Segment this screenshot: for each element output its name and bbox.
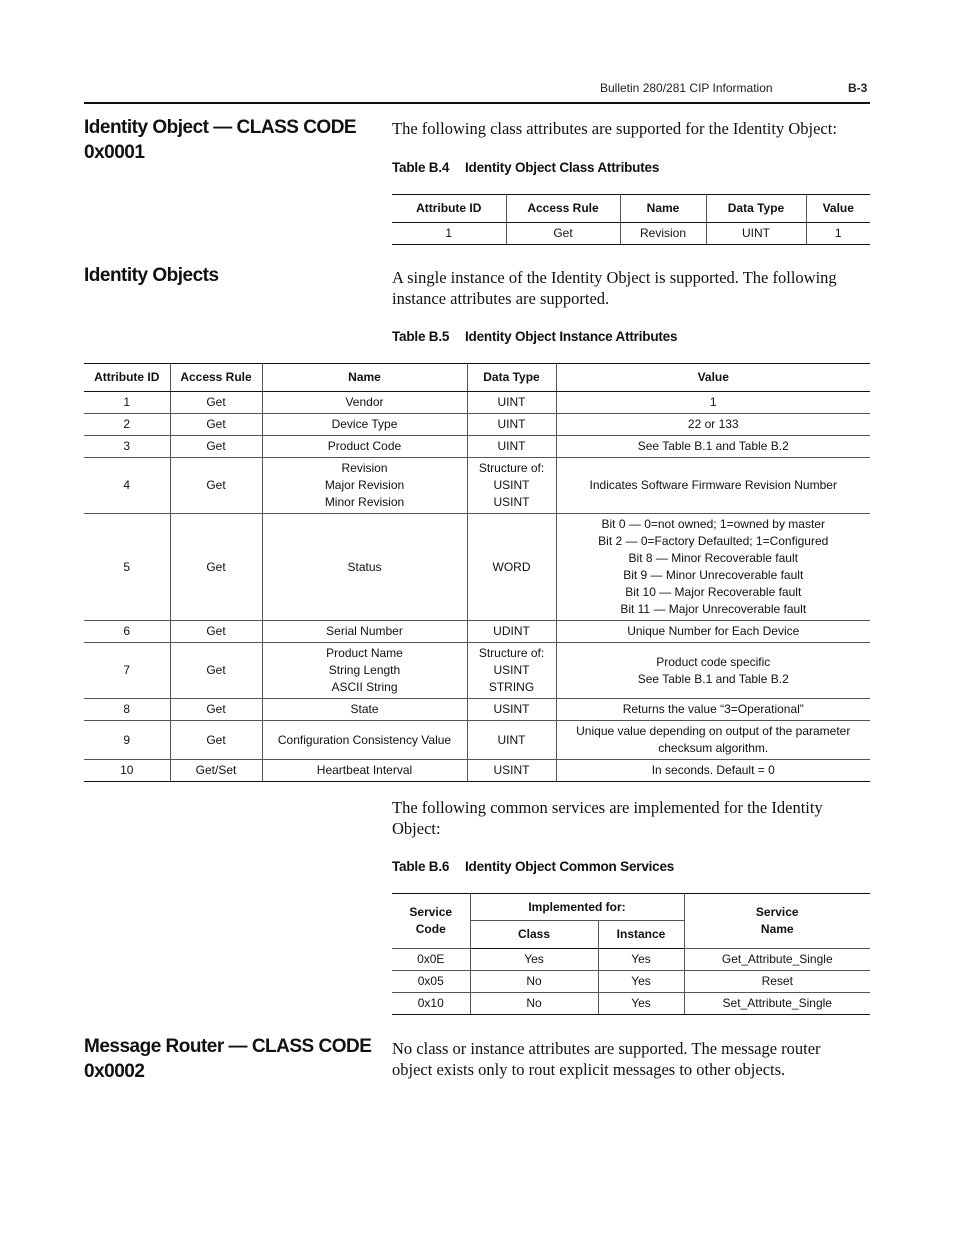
table-row xyxy=(392,993,870,1015)
table-cell: Yes xyxy=(598,993,684,1015)
text-line: No class or instance attributes are supported. The message router xyxy=(392,1039,821,1058)
table-header-cell: Access Rule xyxy=(170,364,262,392)
table-header-cell: Name xyxy=(262,364,467,392)
table-number: Table B.6 xyxy=(392,859,450,874)
table-cell: Configuration Consistency Value xyxy=(262,721,467,760)
table-cell: Get xyxy=(170,699,262,721)
table-cell: USINT xyxy=(467,760,556,782)
table-cell: 3 xyxy=(84,436,170,458)
table-cell: Bit 0 — 0=not owned; 1=owned by master Bit 2 — 0=Factory Defaulted; 1=Configured Bit 8 — Minor Recoverable fault Bit 9 — Minor Unrecoverable fault Bit 10 — Major Recoverable fault Bit 11 — Major Unrecoverable fault xyxy=(556,514,870,621)
table-cell: 5 xyxy=(84,514,170,621)
heading-line: Identity Object — CLASS CODE xyxy=(84,117,357,138)
table-header-cell: Name xyxy=(620,195,706,223)
table-cell: Get xyxy=(170,643,262,699)
table-cell: In seconds. Default = 0 xyxy=(556,760,870,782)
table-cell: Indicates Software Firmware Revision Number xyxy=(556,458,870,514)
table-cell: UINT xyxy=(467,436,556,458)
implemented-for-header: Implemented for: xyxy=(470,894,684,921)
table-cell: 1 xyxy=(392,223,506,245)
text-line: Object: xyxy=(392,819,441,838)
table-cell: Returns the value “3=Operational” xyxy=(556,699,870,721)
table-cell: 9 xyxy=(84,721,170,760)
table-cell: Product Name String Length ASCII String xyxy=(262,643,467,699)
page-number: B-3 xyxy=(848,81,868,95)
table-cell: 1 xyxy=(556,392,870,414)
table-cell: State xyxy=(262,699,467,721)
service-code-header: Service Code xyxy=(392,894,470,949)
table-header-cell: Attribute ID xyxy=(392,195,506,223)
table-cell: Get xyxy=(506,223,620,245)
table-cell: Get xyxy=(170,621,262,643)
table-row xyxy=(392,971,870,993)
table-cell: No xyxy=(470,993,598,1015)
class-header: Class xyxy=(470,921,598,949)
table-cell: Structure of: USINT STRING xyxy=(467,643,556,699)
table-row xyxy=(84,643,870,699)
table-cell: UDINT xyxy=(467,621,556,643)
table-cell: 7 xyxy=(84,643,170,699)
table-row xyxy=(84,458,870,514)
table-cell: Get xyxy=(170,392,262,414)
table-row xyxy=(84,621,870,643)
message-router-heading xyxy=(84,1034,374,1084)
table-cell: 10 xyxy=(84,760,170,782)
table-cell: Serial Number xyxy=(262,621,467,643)
table-header-cell: Access Rule xyxy=(506,195,620,223)
table-row xyxy=(84,436,870,458)
text-line: The following common services are implemented for the Identity xyxy=(392,798,823,817)
table-cell: UINT xyxy=(706,223,806,245)
services-intro xyxy=(392,797,823,839)
table-cell: No xyxy=(470,971,598,993)
table-cell: 0x0E xyxy=(392,949,470,971)
table-cell: 4 xyxy=(84,458,170,514)
table-header-cell: Data Type xyxy=(467,364,556,392)
table-cell: Product Code xyxy=(262,436,467,458)
table-cell: Product code specific See Table B.1 and Table B.2 xyxy=(556,643,870,699)
table-cell: Get xyxy=(170,414,262,436)
table-row xyxy=(84,721,870,760)
table-row xyxy=(84,392,870,414)
table-cell: Structure of: USINT USINT xyxy=(467,458,556,514)
table-header-cell: Attribute ID xyxy=(84,364,170,392)
table-b5 xyxy=(84,363,870,782)
text-line: object exists only to rout explicit messages to other objects. xyxy=(392,1060,786,1079)
table-cell: Get xyxy=(170,458,262,514)
table-header-cell: Value xyxy=(556,364,870,392)
table-cell: Get_Attribute_Single xyxy=(684,949,870,971)
table-row xyxy=(84,414,870,436)
table-cell: WORD xyxy=(467,514,556,621)
table-cell: 0x05 xyxy=(392,971,470,993)
table-cell: UINT xyxy=(467,721,556,760)
text-line: A single instance of the Identity Object is supported. The following xyxy=(392,268,837,287)
table-header-cell: Value xyxy=(806,195,870,223)
table-cell: USINT xyxy=(467,699,556,721)
table-cell: Reset xyxy=(684,971,870,993)
heading-line: Message Router — CLASS CODE xyxy=(84,1036,372,1057)
table-b4-caption xyxy=(392,160,659,175)
table-cell: Yes xyxy=(598,971,684,993)
table-row xyxy=(84,699,870,721)
service-name-header: Service Name xyxy=(684,894,870,949)
table-cell: Unique Number for Each Device xyxy=(556,621,870,643)
table-cell: Heartbeat Interval xyxy=(262,760,467,782)
table-b6-caption xyxy=(392,859,674,874)
heading-line: 0x0002 xyxy=(84,1061,145,1082)
table-cell: Get xyxy=(170,514,262,621)
table-cell: UINT xyxy=(467,414,556,436)
table-cell: 6 xyxy=(84,621,170,643)
table-number: Table B.5 xyxy=(392,329,450,344)
table-cell: 0x10 xyxy=(392,993,470,1015)
heading-line: 0x0001 xyxy=(84,142,145,163)
table-cell: Unique value depending on output of the parameter checksum algorithm. xyxy=(556,721,870,760)
table-number: Table B.4 xyxy=(392,160,450,175)
table-cell: Get xyxy=(170,436,262,458)
table-cell: Get/Set xyxy=(170,760,262,782)
identity-objects-heading: Identity Objects xyxy=(84,265,219,286)
text-line: instance attributes are supported. xyxy=(392,289,610,308)
table-cell: Vendor xyxy=(262,392,467,414)
identity-object-heading xyxy=(84,115,374,165)
table-cell: 1 xyxy=(806,223,870,245)
table-cell: 2 xyxy=(84,414,170,436)
table-header-cell: Data Type xyxy=(706,195,806,223)
table-row xyxy=(84,760,870,782)
table-cell: Device Type xyxy=(262,414,467,436)
table-cell: Revision xyxy=(620,223,706,245)
message-router-text xyxy=(392,1038,821,1080)
table-cell: Revision Major Revision Minor Revision xyxy=(262,458,467,514)
table-cell: Yes xyxy=(598,949,684,971)
table-cell: 1 xyxy=(84,392,170,414)
table-cell: Set_Attribute_Single xyxy=(684,993,870,1015)
table-title: Identity Object Common Services xyxy=(465,859,675,874)
table-row xyxy=(84,514,870,621)
table-title: Identity Object Class Attributes xyxy=(465,160,660,175)
table-cell: 8 xyxy=(84,699,170,721)
header-rule xyxy=(84,102,870,104)
table-cell: Get xyxy=(170,721,262,760)
table-row xyxy=(392,949,870,971)
table-cell: 22 or 133 xyxy=(556,414,870,436)
table-b5-caption xyxy=(392,329,677,344)
table-b6 xyxy=(392,893,870,1015)
table-cell: Status xyxy=(262,514,467,621)
identity-objects-intro xyxy=(392,267,837,309)
table-cell: Yes xyxy=(470,949,598,971)
instance-header: Instance xyxy=(598,921,684,949)
table-b4 xyxy=(392,194,870,245)
table-row xyxy=(392,223,870,245)
table-cell: UINT xyxy=(467,392,556,414)
identity-object-intro: The following class attributes are supported for the Identity Object: xyxy=(392,119,837,138)
table-title: Identity Object Instance Attributes xyxy=(465,329,678,344)
table-cell: See Table B.1 and Table B.2 xyxy=(556,436,870,458)
running-header: Bulletin 280/281 CIP Information xyxy=(600,81,773,95)
